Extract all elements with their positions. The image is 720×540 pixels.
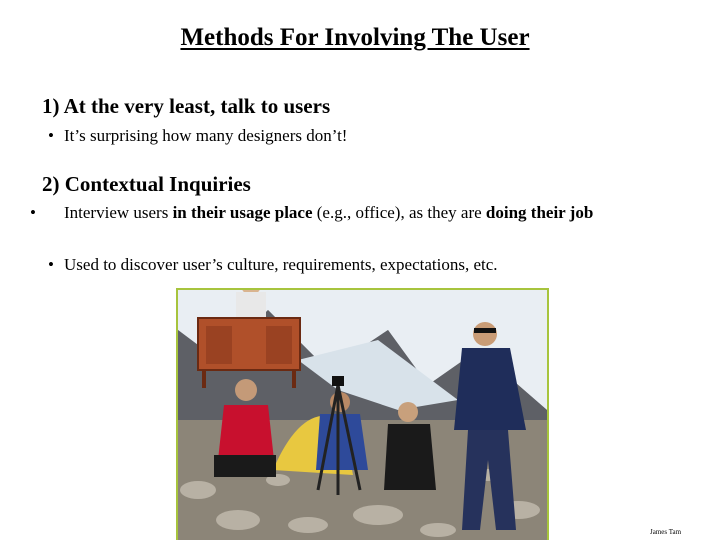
section-2-bullet-2 <box>48 253 498 276</box>
person-3-jacket <box>384 424 436 490</box>
person-4-head <box>473 322 497 346</box>
bullet-text-part-1: Interview users <box>64 203 173 222</box>
person-3-head <box>398 402 418 422</box>
bullet-text-part-2: (e.g., office), as they are <box>312 203 486 222</box>
person-1-head <box>235 379 257 401</box>
slide-title: Methods For Involving The User <box>180 24 530 51</box>
bullet-dot: • <box>48 126 54 145</box>
desk-person-body <box>236 292 266 320</box>
bullet-bold-doing-job: doing their job <box>485 203 594 222</box>
camera <box>332 376 344 386</box>
person-1-legs <box>214 455 276 477</box>
bullet-text: Used to discover user’s culture, requirements, expectations, etc. <box>64 255 498 274</box>
bullet-dot: • <box>30 203 36 222</box>
author-credit: James Tam <box>650 528 682 536</box>
desk-leg <box>292 370 296 388</box>
bullet-dot: • <box>48 255 54 274</box>
desk-drawer-right <box>266 326 292 364</box>
section-2-bullet-1 <box>30 201 686 224</box>
section-1-heading: 1) At the very least, talk to users <box>42 94 331 118</box>
sunglasses <box>474 328 496 333</box>
person-1-red-jacket <box>218 405 274 460</box>
photo-illustration <box>178 290 547 540</box>
desk-drawer-left <box>206 326 232 364</box>
contextual-inquiry-photo <box>178 290 547 540</box>
section-1-bullet <box>48 124 347 147</box>
bullet-text: It’s surprising how many designers don’t! <box>64 126 348 145</box>
section-2-heading: 2) Contextual Inquiries <box>42 172 251 196</box>
desk-leg <box>202 370 206 388</box>
bullet-bold-usage-place: in their usage place <box>172 203 313 222</box>
